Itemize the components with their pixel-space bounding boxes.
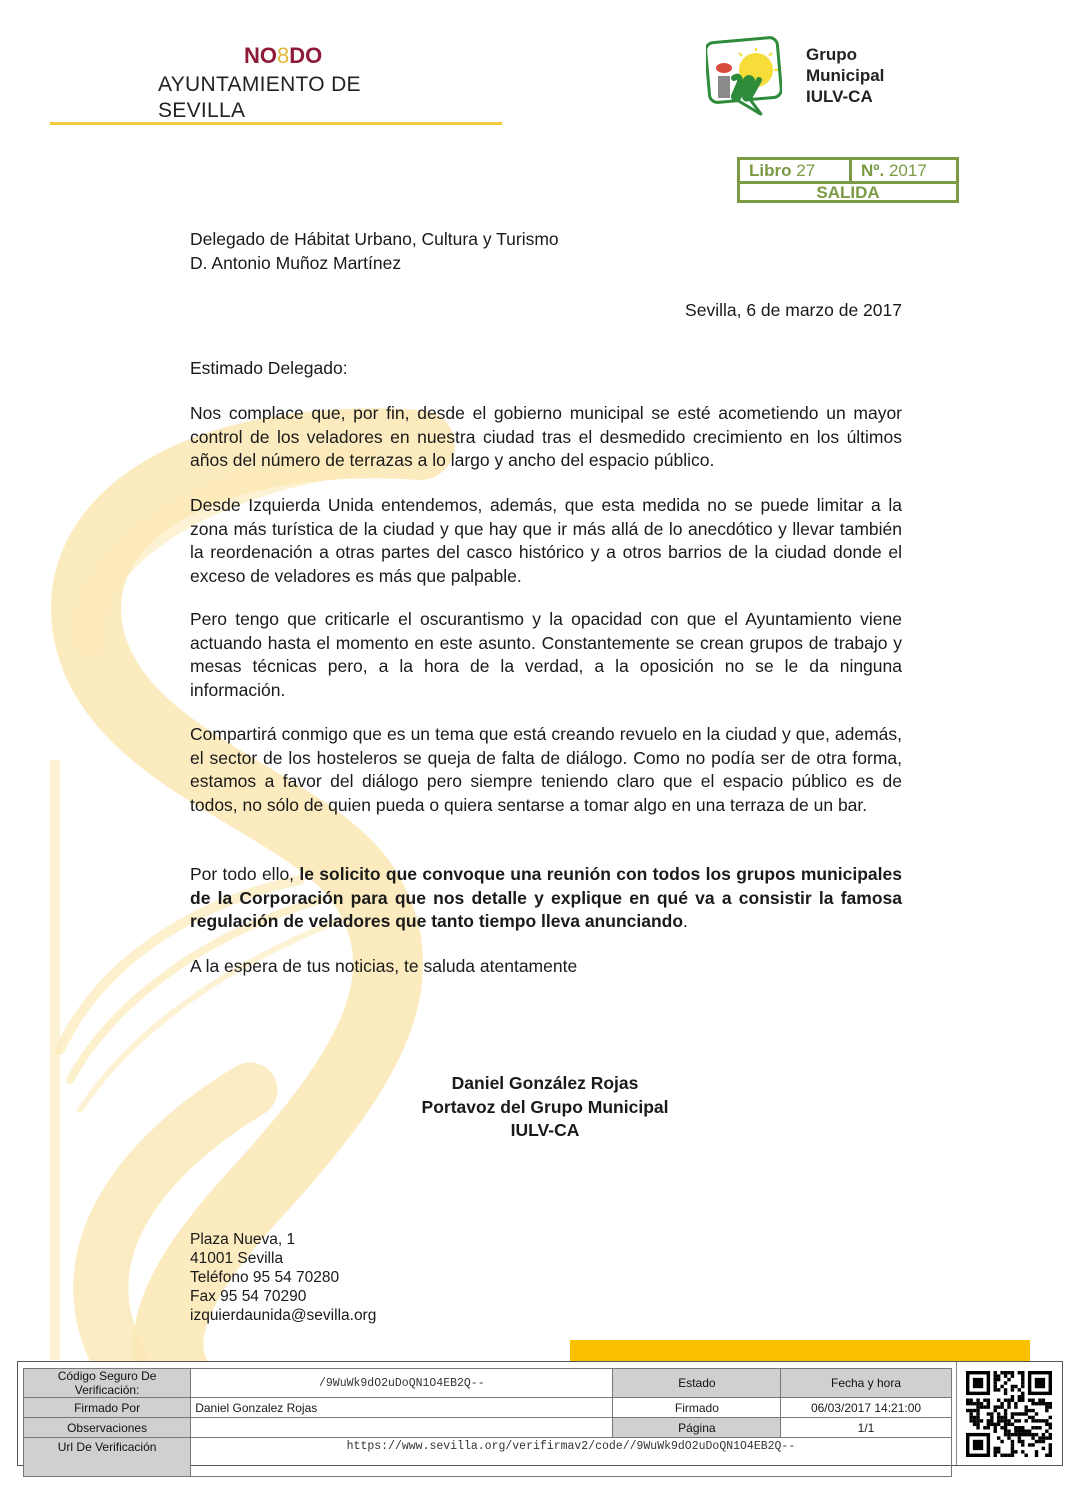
qr-module <box>997 1419 1000 1422</box>
qr-module <box>1035 1453 1038 1456</box>
qr-module <box>1015 1426 1018 1429</box>
ayuntamiento-name: AYUNTAMIENTO DE SEVILLA <box>158 73 361 122</box>
qr-module <box>1018 1436 1021 1439</box>
qr-module <box>970 1408 973 1411</box>
qr-module <box>973 1422 976 1425</box>
qr-module <box>1008 1429 1011 1432</box>
qr-module <box>1039 1419 1042 1422</box>
qr-module <box>1004 1429 1007 1432</box>
registry-book-label: Libro <box>749 161 792 180</box>
qr-module <box>994 1381 997 1384</box>
qr-module <box>1025 1429 1028 1432</box>
request-paragraph <box>190 863 902 934</box>
qr-module <box>1028 1415 1031 1418</box>
qr-module <box>1008 1436 1011 1439</box>
qr-module <box>970 1415 973 1418</box>
qr-module <box>1035 1450 1038 1453</box>
recipient-title: Delegado de Hábitat Urbano, Cultura y Turismo <box>190 229 559 249</box>
qr-module <box>1018 1371 1021 1374</box>
qr-module <box>970 1401 973 1404</box>
qr-module <box>990 1422 993 1425</box>
qr-module <box>1021 1450 1024 1453</box>
qr-module <box>973 1401 976 1404</box>
qr-module <box>1008 1422 1011 1425</box>
qr-module <box>1018 1439 1021 1442</box>
qr-module <box>1045 1401 1048 1404</box>
qr-module <box>1011 1432 1014 1435</box>
qr-module <box>1039 1401 1042 1404</box>
registry-type: SALIDA <box>816 183 880 202</box>
qr-module <box>1004 1391 1007 1394</box>
qr-module <box>1021 1371 1024 1374</box>
qr-module <box>1025 1432 1028 1435</box>
qr-module <box>997 1415 1000 1418</box>
qr-module <box>1049 1415 1052 1418</box>
knot-icon: 8 <box>277 43 290 68</box>
qr-module <box>1011 1398 1014 1401</box>
qr-module <box>1045 1419 1048 1422</box>
qr-module <box>987 1419 990 1422</box>
qr-module <box>1018 1412 1021 1415</box>
verification-table <box>23 1368 952 1477</box>
qr-module <box>997 1374 1000 1377</box>
qr-module <box>1021 1439 1024 1442</box>
qr-module <box>1035 1432 1038 1435</box>
qr-module <box>997 1388 1000 1391</box>
group-title <box>806 44 884 107</box>
qr-module <box>1018 1419 1021 1422</box>
paragraph: Nos complace que, por fin, desde el gobierno municipal se esté acometiendo un mayor control de los veladores en nuestra ciudad tras el desmedido crecimiento en los últimos años del número de terrazas a lo largo y ancho del espacio público. <box>190 403 902 470</box>
qr-module <box>1004 1415 1007 1418</box>
qr-module <box>1015 1450 1018 1453</box>
address-block <box>190 1230 376 1325</box>
status-label: Estado <box>613 1369 781 1398</box>
signed-by-label: Firmado Por <box>24 1398 191 1418</box>
qr-module <box>970 1412 973 1415</box>
qr-module <box>1032 1426 1035 1429</box>
qr-module <box>1011 1453 1014 1456</box>
page-label: Página <box>613 1418 781 1438</box>
qr-module <box>1049 1443 1052 1446</box>
observations-label: Observaciones <box>24 1418 191 1438</box>
iu-logo-icon <box>706 36 782 118</box>
qr-module <box>1008 1377 1011 1380</box>
qr-module <box>1039 1436 1042 1439</box>
qr-module <box>1008 1371 1011 1374</box>
qr-module <box>994 1450 997 1453</box>
url-label: Url De Verificación <box>24 1438 191 1477</box>
qr-module <box>1011 1412 1014 1415</box>
qr-module <box>966 1401 969 1404</box>
code-label: Código Seguro De Verificación: <box>24 1369 191 1398</box>
qr-module <box>1042 1446 1045 1449</box>
qr-module <box>1015 1412 1018 1415</box>
address-email[interactable]: izquierdaunida@sevilla.org <box>190 1307 377 1324</box>
qr-module <box>994 1384 997 1387</box>
nosdo-motto <box>244 44 428 68</box>
qr-module <box>1011 1439 1014 1442</box>
qr-module <box>1004 1398 1007 1401</box>
qr-module <box>1025 1412 1028 1415</box>
table-row <box>24 1369 952 1398</box>
qr-module <box>994 1453 997 1456</box>
qr-code <box>956 1362 1062 1465</box>
qr-module <box>1011 1422 1014 1425</box>
qr-module <box>1004 1432 1007 1435</box>
qr-module <box>1004 1419 1007 1422</box>
qr-module <box>1049 1422 1052 1425</box>
qr-module <box>1021 1426 1024 1429</box>
qr-module <box>1004 1371 1007 1374</box>
qr-module <box>1035 1439 1038 1442</box>
qr-module <box>1045 1405 1048 1408</box>
qr-module <box>1028 1432 1031 1435</box>
qr-module <box>1049 1405 1052 1408</box>
qr-module <box>1049 1432 1052 1435</box>
qr-module <box>1008 1419 1011 1422</box>
qr-module <box>994 1426 997 1429</box>
signer-role: Portavoz del Grupo Municipal <box>421 1096 669 1117</box>
qr-module <box>1008 1398 1011 1401</box>
address-fax: Fax 95 54 70290 <box>190 1288 307 1305</box>
motto-left: NO <box>244 43 277 68</box>
qr-module <box>1001 1439 1004 1442</box>
qr-module <box>980 1405 983 1408</box>
qr-module <box>977 1419 980 1422</box>
request-bold: le solicito que convoque una reunión con todos los grupos municipales de la Corporación para que nos detalle y explique en qué va a consistir la famosa regulación de veladores que tanto tiempo lleva anunciando <box>190 864 902 931</box>
qr-module <box>1021 1374 1024 1377</box>
qr-module <box>997 1422 1000 1425</box>
table-row <box>24 1398 952 1418</box>
qr-module <box>1021 1377 1024 1380</box>
address-city: 41001 Sevilla <box>190 1250 284 1267</box>
registry-number <box>852 160 956 181</box>
qr-module <box>994 1371 997 1374</box>
qr-module <box>1045 1408 1048 1411</box>
qr-module <box>1032 1415 1035 1418</box>
qr-module <box>1042 1401 1045 1404</box>
qr-module <box>1035 1419 1038 1422</box>
status-value: Firmado <box>613 1398 781 1418</box>
qr-finder <box>973 1439 983 1449</box>
recipient-block <box>190 228 902 275</box>
signature-block <box>380 1072 710 1143</box>
qr-module <box>1032 1398 1035 1401</box>
qr-module <box>1035 1401 1038 1404</box>
qr-module <box>1004 1453 1007 1456</box>
qr-module <box>1032 1408 1035 1411</box>
qr-module <box>997 1412 1000 1415</box>
qr-module <box>1032 1436 1035 1439</box>
qr-module <box>1004 1426 1007 1429</box>
qr-module <box>1008 1453 1011 1456</box>
registry-number-label: Nº. <box>861 161 885 180</box>
qr-module <box>1001 1419 1004 1422</box>
qr-finder <box>973 1377 983 1387</box>
qr-module <box>1028 1398 1031 1401</box>
qr-module <box>966 1398 969 1401</box>
qr-module <box>1049 1436 1052 1439</box>
qr-module <box>1015 1405 1018 1408</box>
qr-module <box>1042 1439 1045 1442</box>
datetime-value: 06/03/2017 14:21:00 <box>781 1398 951 1418</box>
qr-code-icon <box>966 1371 1052 1457</box>
qr-module <box>1018 1398 1021 1401</box>
qr-module <box>984 1398 987 1401</box>
qr-module <box>1011 1395 1014 1398</box>
qr-module <box>994 1446 997 1449</box>
qr-module <box>1001 1453 1004 1456</box>
qr-module <box>1018 1426 1021 1429</box>
qr-module <box>1008 1432 1011 1435</box>
signer-group: IULV-CA <box>510 1120 580 1140</box>
group-title-line: Municipal <box>806 66 885 85</box>
qr-module <box>977 1398 980 1401</box>
signed-by-value: Daniel Gonzalez Rojas <box>191 1398 613 1418</box>
paragraph: Compartirá conmigo que es un tema que está creando revuelo en la ciudad y que, además, el sector de los hosteleros se queja de falta de diálogo. Como no podía ser de otra forma, estamos a favor del diálogo pero siempre teniendo claro que el espacio público es de todos, no sólo de quien pueda o quiera sentarse a tomar algo en una terraza de un bar. <box>190 724 902 815</box>
qr-module <box>990 1419 993 1422</box>
qr-module <box>1028 1429 1031 1432</box>
qr-module <box>997 1446 1000 1449</box>
qr-module <box>1039 1426 1042 1429</box>
qr-module <box>1018 1395 1021 1398</box>
qr-module <box>1004 1422 1007 1425</box>
request-lead: Por todo ello, <box>190 864 300 884</box>
group-title-line: IULV-CA <box>806 87 873 106</box>
qr-module <box>970 1398 973 1401</box>
qr-module <box>970 1419 973 1422</box>
qr-module <box>997 1450 1000 1453</box>
qr-module <box>977 1422 980 1425</box>
qr-finder <box>1035 1377 1045 1387</box>
qr-module <box>997 1398 1000 1401</box>
qr-module <box>1001 1384 1004 1387</box>
qr-module <box>990 1412 993 1415</box>
qr-module <box>1025 1419 1028 1422</box>
qr-module <box>1011 1443 1014 1446</box>
table-row <box>24 1418 952 1438</box>
qr-module <box>1049 1426 1052 1429</box>
qr-module <box>997 1405 1000 1408</box>
qr-module <box>1049 1446 1052 1449</box>
qr-module <box>1001 1401 1004 1404</box>
qr-module <box>1001 1426 1004 1429</box>
qr-module <box>980 1419 983 1422</box>
qr-module <box>1049 1401 1052 1404</box>
qr-module <box>1018 1432 1021 1435</box>
ayuntamiento-logo <box>158 44 428 124</box>
qr-module <box>1015 1384 1018 1387</box>
qr-module <box>977 1401 980 1404</box>
qr-module <box>994 1429 997 1432</box>
qr-module <box>1021 1429 1024 1432</box>
qr-module <box>1004 1412 1007 1415</box>
qr-module <box>1021 1398 1024 1401</box>
qr-module <box>973 1408 976 1411</box>
qr-module <box>1049 1450 1052 1453</box>
qr-module <box>966 1408 969 1411</box>
registry-book <box>740 160 852 181</box>
table-row <box>24 1438 952 1477</box>
qr-module <box>1004 1388 1007 1391</box>
qr-module <box>1021 1432 1024 1435</box>
qr-module <box>973 1415 976 1418</box>
header-rule <box>50 122 502 125</box>
salutation: Estimado Delegado: <box>190 358 348 378</box>
qr-module <box>984 1405 987 1408</box>
qr-module <box>997 1436 1000 1439</box>
letter-date: Sevilla, 6 de marzo de 2017 <box>685 300 902 320</box>
code-value: /9WuWk9dO2uDoQN1O4EB2Q-- <box>191 1369 613 1398</box>
qr-module <box>994 1374 997 1377</box>
qr-module <box>1001 1371 1004 1374</box>
qr-module <box>1021 1443 1024 1446</box>
qr-module <box>1004 1408 1007 1411</box>
qr-module <box>1028 1443 1031 1446</box>
qr-module <box>1039 1398 1042 1401</box>
registry-book-value: 27 <box>796 161 816 180</box>
qr-module <box>984 1426 987 1429</box>
qr-module <box>1045 1436 1048 1439</box>
qr-module <box>1049 1453 1052 1456</box>
qr-module <box>1035 1412 1038 1415</box>
observations-value <box>191 1418 613 1438</box>
qr-module <box>977 1405 980 1408</box>
qr-module <box>977 1426 980 1429</box>
qr-module <box>977 1408 980 1411</box>
qr-module <box>1021 1384 1024 1387</box>
qr-module <box>987 1401 990 1404</box>
address-street: Plaza Nueva, 1 <box>190 1231 296 1248</box>
qr-module <box>1045 1429 1048 1432</box>
qr-module <box>980 1401 983 1404</box>
qr-module <box>1021 1391 1024 1394</box>
qr-module <box>1011 1450 1014 1453</box>
qr-module <box>1011 1371 1014 1374</box>
qr-module <box>1025 1405 1028 1408</box>
qr-module <box>1004 1381 1007 1384</box>
qr-module <box>1039 1439 1042 1442</box>
qr-module <box>1021 1395 1024 1398</box>
qr-module <box>987 1426 990 1429</box>
qr-module <box>994 1422 997 1425</box>
qr-module <box>1008 1401 1011 1404</box>
url-value[interactable]: https://www.sevilla.org/verifirmav2/code//9WuWk9dO2uDoQN1O4EB2Q-- <box>191 1438 952 1477</box>
qr-module <box>1042 1419 1045 1422</box>
qr-module <box>1032 1419 1035 1422</box>
footer-yellow-bar <box>570 1340 1030 1362</box>
signer-name: Daniel González Rojas <box>451 1073 639 1093</box>
address-phone: Teléfono 95 54 70280 <box>190 1269 340 1286</box>
registry-stamp <box>737 157 959 203</box>
qr-module <box>1018 1388 1021 1391</box>
qr-module <box>1042 1432 1045 1435</box>
qr-module <box>987 1405 990 1408</box>
qr-module <box>994 1388 997 1391</box>
qr-module <box>1032 1432 1035 1435</box>
qr-module <box>1015 1432 1018 1435</box>
qr-module <box>1008 1405 1011 1408</box>
recipient-name: D. Antonio Muñoz Martínez <box>190 252 402 273</box>
qr-module <box>1015 1429 1018 1432</box>
qr-module <box>1045 1422 1048 1425</box>
motto-right: DO <box>289 43 323 68</box>
qr-module <box>1015 1401 1018 1404</box>
qr-module <box>977 1415 980 1418</box>
qr-module <box>1035 1426 1038 1429</box>
registry-number-value: 2017 <box>888 161 927 180</box>
verification-box <box>17 1361 1063 1466</box>
qr-module <box>997 1377 1000 1380</box>
qr-module <box>1042 1398 1045 1401</box>
datetime-label: Fecha y hora <box>781 1369 951 1398</box>
qr-module <box>977 1412 980 1415</box>
qr-module <box>1015 1419 1018 1422</box>
qr-module <box>994 1408 997 1411</box>
qr-module <box>1025 1408 1028 1411</box>
qr-module <box>994 1377 997 1380</box>
qr-module <box>994 1405 997 1408</box>
qr-module <box>1018 1429 1021 1432</box>
qr-module <box>1021 1412 1024 1415</box>
qr-module <box>1001 1415 1004 1418</box>
qr-module <box>1032 1443 1035 1446</box>
paragraph: Pero tengo que criticarle el oscurantismo y la opacidad con que el Ayuntamiento viene actuando hasta el momento en este asunto. Constantemente se crean grupos de trabajo y mesas técnicas pero, a la hora de la verdad, a la oposición no se le da ninguna información. <box>190 609 902 700</box>
qr-module <box>1011 1384 1014 1387</box>
group-title-line: Grupo <box>806 45 857 64</box>
qr-module <box>1025 1453 1028 1456</box>
qr-module <box>1045 1453 1048 1456</box>
qr-module <box>1004 1374 1007 1377</box>
closing: A la espera de tus noticias, te saluda atentamente <box>190 956 578 976</box>
qr-module <box>1042 1436 1045 1439</box>
qr-module <box>987 1412 990 1415</box>
qr-module <box>1021 1381 1024 1384</box>
qr-module <box>1011 1446 1014 1449</box>
qr-module <box>1032 1401 1035 1404</box>
qr-module <box>973 1419 976 1422</box>
qr-module <box>1001 1405 1004 1408</box>
qr-module <box>990 1415 993 1418</box>
paragraph: Desde Izquierda Unida entendemos, además, que esta medida no se puede limitar a la zona más turística de la ciudad y que hay que ir más allá de lo anecdótico y llevar también la reordenación a otras partes del casco histórico y a otros barrios de la ciudad donde el exceso de veladores es más que palpable. <box>190 495 902 586</box>
qr-module <box>1011 1415 1014 1418</box>
page-value: 1/1 <box>781 1418 951 1438</box>
qr-module <box>1011 1374 1014 1377</box>
qr-module <box>987 1422 990 1425</box>
qr-module <box>987 1398 990 1401</box>
qr-module <box>1028 1408 1031 1411</box>
request-end: . <box>683 911 688 931</box>
qr-module <box>1011 1388 1014 1391</box>
